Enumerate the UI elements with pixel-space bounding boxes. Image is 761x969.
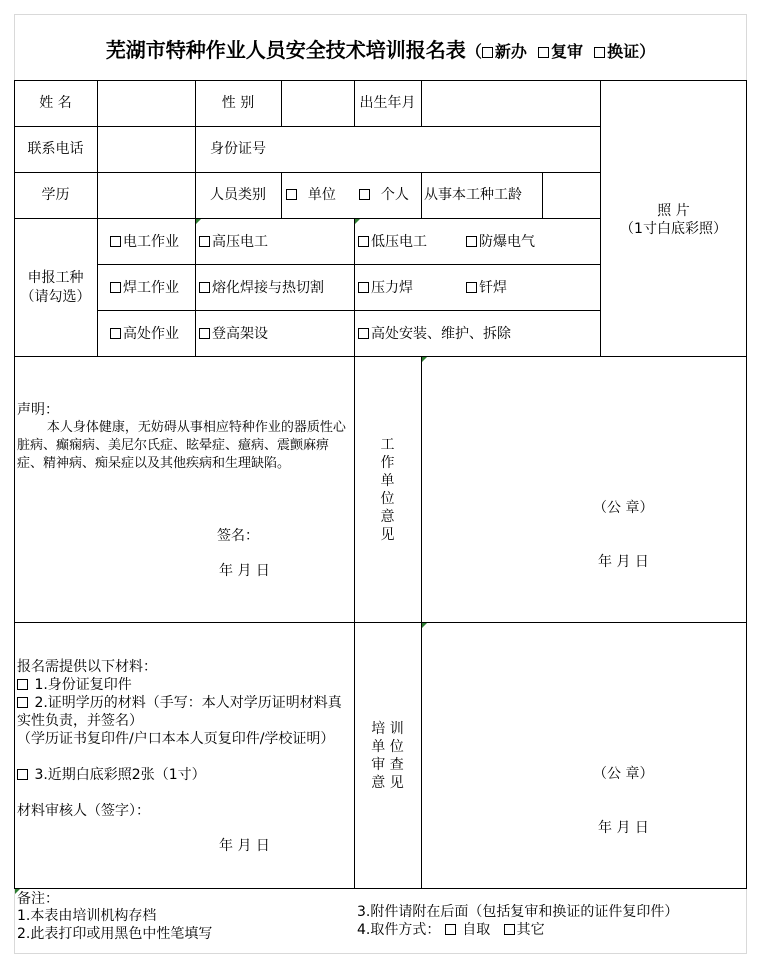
checkbox-material2[interactable]: [17, 697, 28, 708]
training-opinion-seal: （公 章）: [593, 766, 654, 782]
label-phone: 联系电话: [27, 141, 84, 157]
job-pressure-welding-label: 压力焊: [371, 280, 413, 296]
checkbox-welding[interactable]: [110, 282, 121, 293]
field-name[interactable]: [98, 81, 195, 126]
job-label-line1: 申报工种: [27, 270, 84, 286]
training-opinion-label: [354, 720, 421, 792]
checkbox-new[interactable]: [482, 47, 493, 58]
comment-marker: [355, 219, 360, 224]
unit-opinion-field[interactable]: [422, 357, 746, 622]
job-explosion-proof-label: 防爆电气: [479, 234, 535, 250]
photo-label: 照 片: [657, 203, 690, 219]
job-low-voltage-label: 低压电工: [371, 234, 427, 250]
job-scaffolding-label: 登高架设: [212, 326, 268, 342]
job-brazing-label: 钎焊: [479, 280, 507, 296]
field-phone[interactable]: [98, 127, 195, 172]
notes-item4: [357, 921, 545, 939]
border: [421, 172, 422, 218]
unit-opinion-char: 工: [380, 437, 395, 453]
unit-opinion-char: 见: [380, 527, 395, 543]
job-category-electrical[interactable]: [110, 232, 179, 252]
unit-opinion-char: 意: [380, 509, 395, 525]
field-gender[interactable]: [282, 81, 354, 126]
checkbox-material1[interactable]: [17, 679, 28, 690]
job-fusion-welding-label: 熔化焊接与热切割: [212, 280, 324, 296]
checkbox-low-voltage[interactable]: [358, 236, 369, 247]
materials-item1-label: 1.身份证复印件: [34, 677, 132, 693]
checkbox-material3[interactable]: [17, 769, 28, 780]
training-opinion-date: 年 月 日: [598, 820, 649, 836]
checkbox-brazing[interactable]: [466, 282, 477, 293]
form-title: 芜湖市特种作业人员安全技术培训报名表（ 新办 复审 换证）: [105, 38, 656, 62]
border: [746, 80, 747, 888]
label-id-number: 身份证号: [210, 141, 266, 157]
field-work-years[interactable]: [543, 173, 600, 218]
comment-marker: [196, 219, 201, 224]
option-unit-label: 单位: [307, 187, 336, 203]
unit-opinion-label: [354, 436, 421, 544]
unit-opinion-date: 年 月 日: [598, 554, 649, 570]
job-fusion-welding[interactable]: [199, 278, 324, 298]
form-title-main: 芜湖市特种作业人员安全技术培训报名表: [105, 38, 466, 62]
materials-item2-label: 2.证明学历的材料（手写：本人对学历证明材料真实性负责，并签名）: [17, 695, 342, 729]
checkbox-self-pickup[interactable]: [445, 924, 456, 935]
unit-opinion-char: 作: [380, 455, 395, 471]
checkbox-individual[interactable]: [359, 189, 370, 200]
gridline: [746, 888, 747, 954]
option-review: 复审: [550, 42, 583, 61]
notes-item1: 1.本表由培训机构存档: [17, 908, 157, 924]
checkbox-high-voltage[interactable]: [199, 236, 210, 247]
statement-body: 本人身体健康，无妨碍从事相应特种作业的器质性心脏病、癫痫病、美尼尔氏症、眩晕症、癔病、震颤麻痹症、精神病、痴呆症以及其他疾病和生理缺陷。: [17, 420, 346, 471]
job-scaffolding[interactable]: [199, 324, 268, 344]
materials-item2: [17, 694, 349, 730]
materials-reviewer: 材料审核人（签字）：: [17, 803, 150, 819]
job-category-welding-label: 焊工作业: [123, 280, 179, 296]
job-category-electrical-label: 电工作业: [123, 234, 179, 250]
job-brazing[interactable]: [466, 278, 507, 298]
notes-item2: 2.此表打印或用黑色中性笔填写: [17, 926, 213, 942]
option-self-pickup: 自取: [462, 922, 491, 938]
job-high-voltage[interactable]: [199, 232, 268, 252]
training-opinion-line: 单 位: [371, 739, 404, 755]
checkbox-unit[interactable]: [286, 189, 297, 200]
border: [97, 264, 600, 265]
checkbox-scaffolding[interactable]: [199, 328, 210, 339]
photo-note: （1寸白底彩照）: [620, 221, 727, 237]
label-name: 姓 名: [39, 95, 72, 111]
notes-heading: 备注：: [17, 891, 59, 907]
checkbox-renew[interactable]: [594, 47, 605, 58]
label-work-years: 从事本工种工龄: [424, 187, 522, 203]
materials-heading: 报名需提供以下材料：: [17, 659, 157, 675]
checkbox-pressure-welding[interactable]: [358, 282, 369, 293]
checkbox-electrical[interactable]: [110, 236, 121, 247]
border: [97, 310, 600, 311]
checkbox-fusion-welding[interactable]: [199, 282, 210, 293]
gridline: [14, 14, 747, 15]
option-new: 新办: [494, 42, 527, 61]
job-high-voltage-label: 高压电工: [212, 234, 268, 250]
unit-opinion-char: 位: [380, 491, 395, 507]
checkbox-height-installation[interactable]: [358, 328, 369, 339]
label-education: 学历: [41, 187, 70, 203]
unit-opinion-seal: （公 章）: [593, 500, 654, 516]
border: [195, 80, 196, 356]
materials-item3-label: 3.近期白底彩照2张（1寸）: [34, 767, 206, 783]
field-birth[interactable]: [422, 81, 600, 126]
field-id-number[interactable]: [282, 127, 600, 172]
gridline: [14, 953, 747, 954]
field-education[interactable]: [98, 173, 195, 218]
checkbox-review[interactable]: [538, 47, 549, 58]
notes-item3: 3.附件请附在后面（包括复审和换证的证件复印件）: [357, 904, 679, 920]
label-birth: 出生年月: [359, 95, 416, 111]
option-unit: [286, 185, 336, 205]
training-opinion-line: 意 见: [371, 775, 404, 791]
training-opinion-line: 培 训: [371, 721, 404, 737]
border: [14, 218, 600, 219]
job-explosion-proof[interactable]: [466, 232, 535, 252]
statement-date: 年 月 日: [219, 563, 270, 579]
border: [281, 172, 282, 218]
job-low-voltage[interactable]: [358, 232, 427, 252]
label-person-type: 人员类别: [210, 187, 266, 203]
checkbox-explosion-proof[interactable]: [466, 236, 477, 247]
statement-sign-label: 签名：: [217, 528, 259, 544]
materials-item3: [17, 765, 206, 785]
gridline: [14, 888, 15, 954]
materials-item1: [17, 675, 132, 695]
materials-date: 年 月 日: [219, 838, 270, 854]
unit-opinion-char: 单: [380, 473, 395, 489]
label-gender: 性 别: [221, 95, 255, 111]
statement-heading: 声明：: [17, 402, 59, 418]
option-individual: [359, 185, 409, 205]
training-opinion-line: 审 查: [371, 757, 404, 773]
border: [14, 888, 747, 889]
checkbox-height[interactable]: [110, 328, 121, 339]
materials-item2-note: （学历证书复印件/户口本本人页复印件/学校证明）: [17, 731, 335, 747]
job-pressure-welding[interactable]: [358, 278, 413, 298]
job-category-welding[interactable]: [110, 278, 179, 298]
job-label-line2: （请勾选）: [20, 289, 91, 305]
job-height-installation[interactable]: [358, 324, 511, 344]
job-height-installation-label: 高处安装、维护、拆除: [371, 326, 511, 342]
checkbox-other-pickup[interactable]: [504, 924, 515, 935]
option-individual-label: 个人: [380, 187, 409, 203]
job-category-height-label: 高处作业: [123, 326, 179, 342]
notes-item4-label: 4.取件方式：: [357, 922, 441, 938]
job-category-height[interactable]: [110, 324, 179, 344]
option-other-pickup: 其它: [516, 922, 545, 938]
training-opinion-field[interactable]: [422, 623, 746, 888]
option-renew: 换证: [607, 42, 640, 61]
